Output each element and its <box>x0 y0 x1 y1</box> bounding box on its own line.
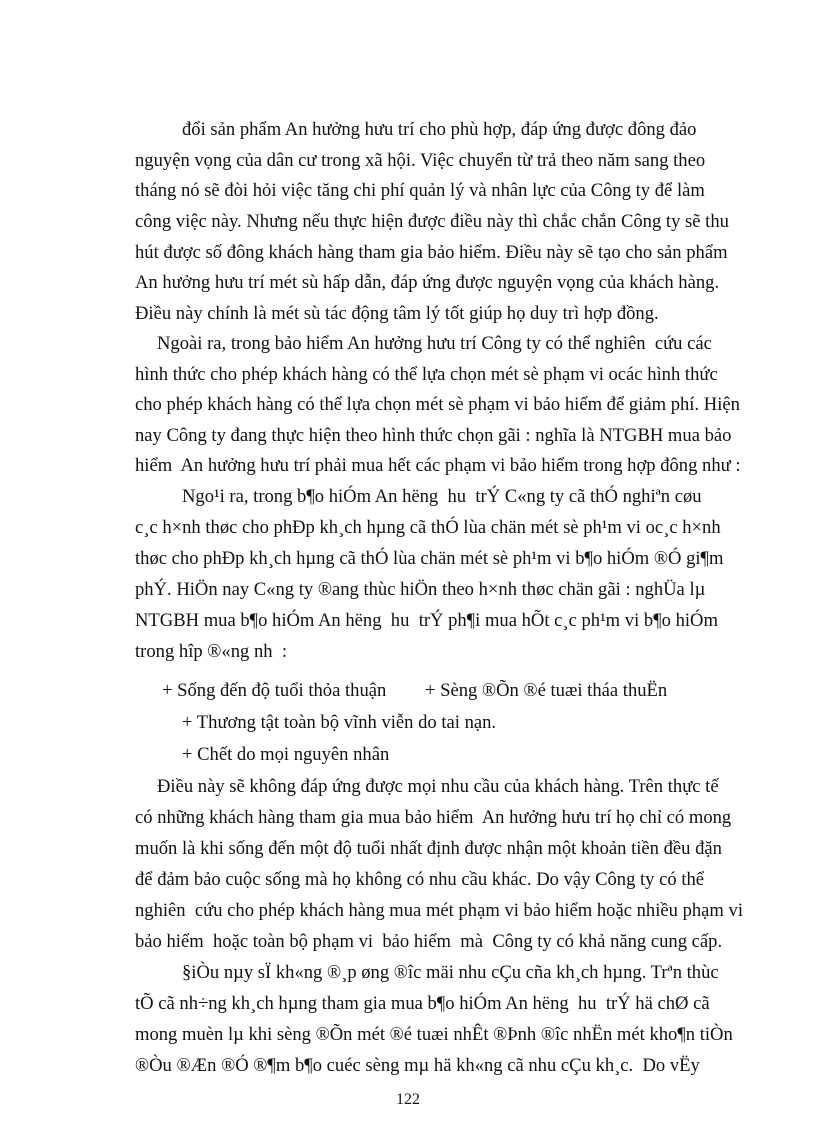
bullet-item: + Sèng ®Õn ®é tuæi tháa thuËn <box>425 680 668 701</box>
text-line: phÝ. HiÖn nay C«ng ty ®ang thùc hiÖn theo h×nh thøc chän gãi : nghÜa lµ <box>135 579 706 600</box>
text-line: có những khách hàng tham gia mua bảo hiểm An hưởng hưu trí họ chỉ có mong <box>135 807 732 828</box>
bullet-item: + Thương tật toàn bộ vĩnh viễn do tai nạn. <box>182 712 497 733</box>
text-line: nghiên cứu cho phép khách hàng mua mét phạm vi bảo hiểm hoặc nhiều phạm vi <box>135 900 744 921</box>
text-line: hút được số đông khách hàng tham gia bảo hiểm. Điều này sẽ tạo cho sản phẩm <box>135 242 728 263</box>
text-line: cho phép khách hàng có thể lựa chọn mét sè phạm vi bảo hiểm để giảm phí. Hiện <box>135 394 740 415</box>
text-line: Điều này chính là mét sù tác động tâm lý tốt giúp họ duy trì hợp đồng. <box>135 303 659 324</box>
text-line: An hưởng hưu trí mét sù hấp dẫn, đáp ứng được nguyện vọng của khách hàng. <box>135 272 720 293</box>
text-line: tháng nó sẽ đòi hỏi việc tăng chi phí quản lý và nhân lực của Công ty để làm <box>135 180 705 201</box>
text-line: c¸c h×nh thøc cho phÐp kh¸ch hµng cã thÓ lùa chän mét sè ph¹m vi oc¸c h×nh <box>135 517 721 538</box>
text-line: thøc cho phÐp kh¸ch hµng cã thÓ lùa chän mét sè ph¹m vi b¶o hiÓm ®Ó gi¶m <box>135 548 724 569</box>
text-line: trong hîp ®«ng nh : <box>135 641 288 662</box>
text-line: công việc này. Nhưng nếu thực hiện được điều này thì chắc chắn Công ty sẽ thu <box>135 211 729 232</box>
text-line: ®Òu ®Æn ®Ó ®¶m b¶o cuéc sèng mµ hä kh«ng cã nhu cÇu kh¸c. Do vËy <box>135 1055 700 1076</box>
text-line: bảo hiểm hoặc toàn bộ phạm vi bảo hiểm mà Công ty có khả năng cung cấp. <box>135 931 723 952</box>
text-line: nguyện vọng của dân cư trong xã hội. Việc chuyển từ trả theo năm sang theo <box>135 150 706 171</box>
text-line: tÕ cã nh÷ng kh¸ch hµng tham gia mua b¶o hiÓm An hëng hu trÝ hä chØ cã <box>135 993 710 1014</box>
text-line: §iÒu nµy sÏ kh«ng ®¸p øng ®îc mäi nhu cÇu cña kh¸ch hµng. Trªn thùc <box>182 962 719 983</box>
text-line: nay Công ty đang thực hiện theo hình thức chọn gãi : nghĩa là NTGBH mua bảo <box>135 425 732 446</box>
text-line: Điều này sẽ không đáp ứng được mọi nhu cầu của khách hàng. Trên thực tế <box>157 776 719 797</box>
text-line: Ngo¹i ra, trong b¶o hiÓm An hëng hu trÝ C«ng ty cã thÓ nghiªn cøu <box>182 486 702 507</box>
bullet-item: + Chết do mọi nguyên nhân <box>182 744 390 765</box>
page-number: 122 <box>396 1091 420 1108</box>
text-line: NTGBH mua b¶o hiÓm An hëng hu trÝ ph¶i mua hÕt c¸c ph¹m vi b¶o hiÓm <box>135 610 718 631</box>
text-line: để đảm bảo cuộc sống mà họ không có nhu cầu khác. Do vậy Công ty có thể <box>135 869 705 890</box>
text-line: mong muèn lµ khi sèng ®Õn mét ®é tuæi nhÊt ®Þnh ®îc nhËn mét kho¶n tiÒn <box>135 1024 733 1045</box>
text-line: muốn là khi sống đến một độ tuổi nhất định được nhận một khoản tiền đều đặn <box>135 838 722 859</box>
text-line: hiểm An hưởng hưu trí phải mua hết các phạm vi bảo hiểm trong hợp đông như : <box>135 455 741 476</box>
bullet-item: + Sống đến độ tuổi thỏa thuận <box>162 680 387 701</box>
text-line: Ngoài ra, trong bảo hiểm An hưởng hưu trí Công ty có thể nghiên cứu các <box>157 333 712 354</box>
text-line: đổi sản phẩm An hưởng hưu trí cho phù hợp, đáp ứng được đông đảo <box>182 119 697 140</box>
text-line: hình thức cho phép khách hàng có thể lựa chọn mét sè phạm vi ocác hình thức <box>135 364 718 385</box>
